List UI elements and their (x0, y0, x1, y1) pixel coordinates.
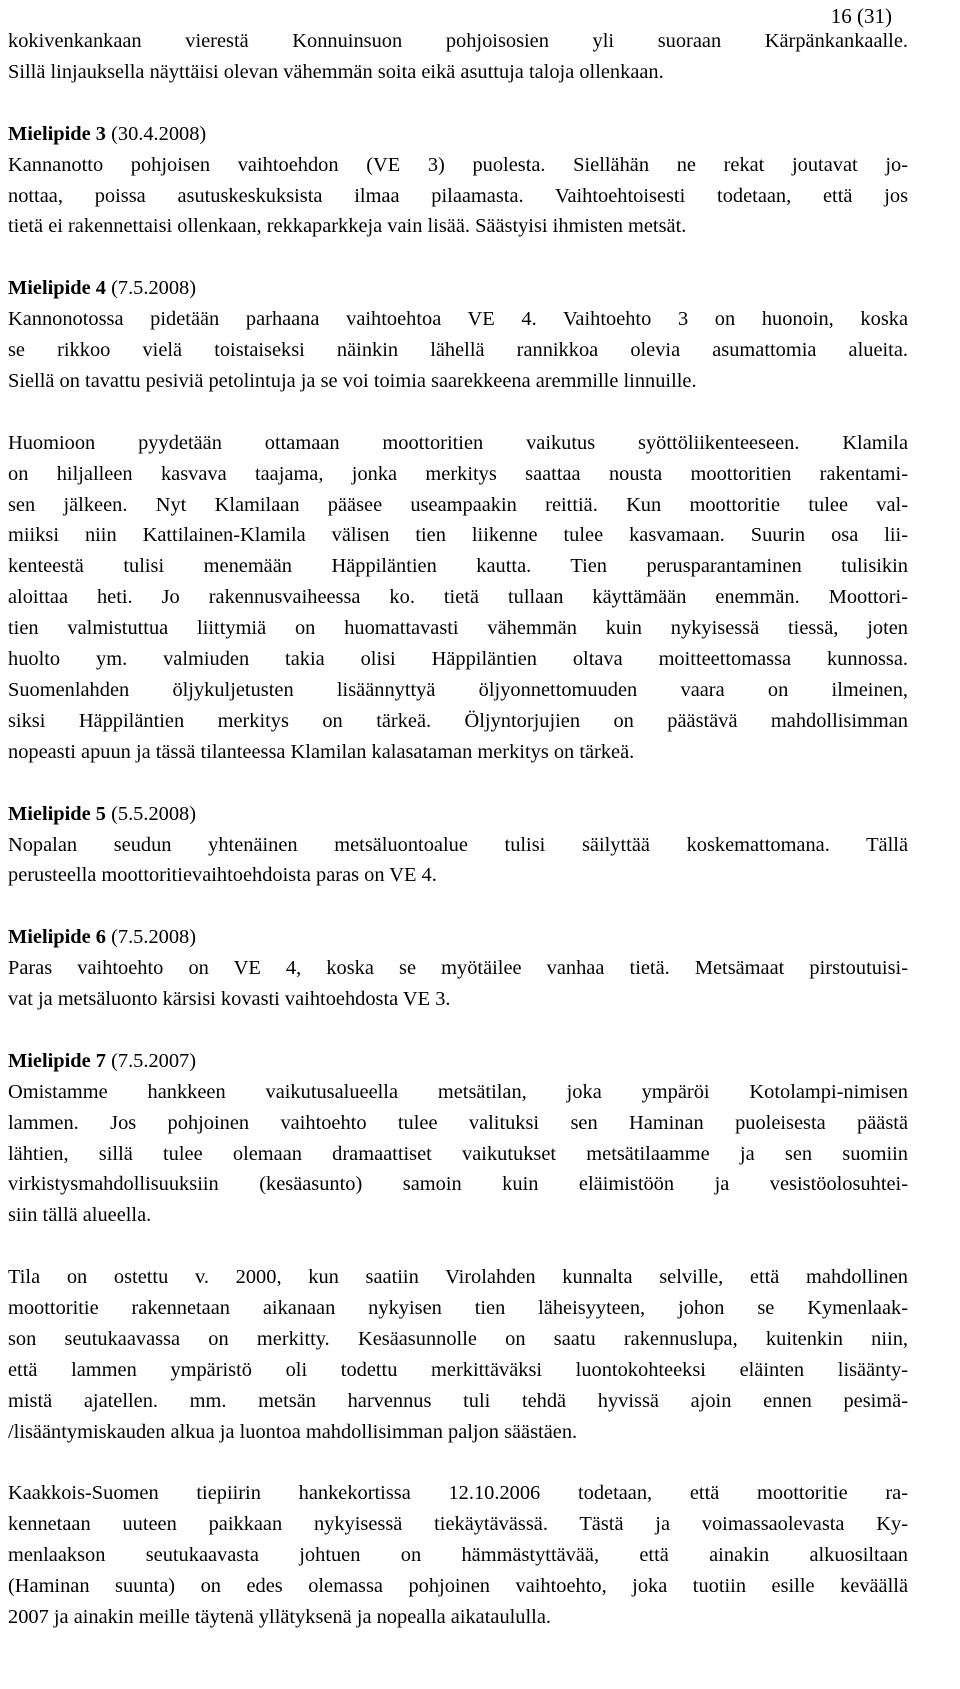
heading-label: Mielipide 7 (8, 1049, 106, 1072)
text-line: huolto ym. valmiuden takia olisi Häppiläntien oltava moitteettomassa kunnossa. (8, 648, 908, 671)
text-line: /lisääntymiskauden alkua ja luontoa mahdollisimman paljon säästäen. (8, 1420, 578, 1443)
text-line: miiksi niin Kattilainen-Klamila välisen tien liikenne tulee kasvamaan. Suurin osa lii- (8, 524, 908, 547)
paragraph (8, 150, 908, 243)
text-line: virkistysmahdollisuuksiin (kesäasunto) samoin kuin eläimistöön ja vesistöolosuhtei- (8, 1173, 908, 1196)
text-line: vat ja metsäluonto kärsisi kovasti vaihtoehdosta VE 3. (8, 988, 451, 1011)
text-line: kokivenkankaan vierestä Konnuinsuon pohjoisosien yli suoraan Kärpänkankaalle. (8, 30, 908, 52)
paragraph-gap (8, 88, 908, 119)
text-line: siin tällä alueella. (8, 1204, 152, 1227)
text-line: lähtien, sillä tulee olemaan dramaattiset vaikutukset metsätilaamme ja sen suomiin (8, 1142, 908, 1165)
text-line: tietä ei rakennettaisi ollenkaan, rekkaparkkeja vain lisää. Säästyisi ihmisten metsät. (8, 215, 687, 238)
text-line: kennetaan uuteen paikkaan nykyisessä tiekäytävässä. Tästä ja voimassaolevasta Ky- (8, 1513, 908, 1536)
text-line: (Haminan suunta) on edes olemassa pohjoinen vaihtoehto, joka tuotiin esille keväällä (8, 1575, 908, 1598)
text-line: Paras vaihtoehto on VE 4, koska se myötäilee vanhaa tietä. Metsämaat pirstoutuisi- (8, 957, 908, 980)
paragraph-gap (8, 1448, 908, 1479)
text-line: moottoritie rakennetaan aikanaan nykyisen tien läheisyyteen, johon se Kymenlaak- (8, 1297, 908, 1320)
text-line: siksi Häppiläntien merkitys on tärkeä. Öljyntorjujien on päästävä mahdollisimman (8, 709, 908, 732)
text-line: 2007 ja ainakin meille täytenä yllätyksenä ja nopealla aikataululla. (8, 1606, 551, 1629)
text-line: Huomioon pyydetään ottamaan moottoritien vaikutus syöttöliikenteeseen. Klamila (8, 431, 908, 454)
document-body (8, 26, 908, 1633)
text-line: menlaakson seutukaavasta johtuen on hämmästyttävää, että ainakin alkuosiltaan (8, 1544, 908, 1567)
section-heading (8, 119, 908, 150)
text-line: mistä ajatellen. mm. metsän harvennus tuli tehdä hyvissä ajoin ennen pesimä- (8, 1389, 908, 1412)
paragraph (8, 304, 908, 397)
paragraph-gap (8, 1015, 908, 1046)
text-line: Suomenlahden öljykuljetusten lisäännyttyä öljyonnettomuuden vaara on ilmeinen, (8, 678, 908, 701)
heading-date: (5.5.2008) (105, 802, 197, 825)
paragraph (8, 1077, 908, 1232)
text-line: sen jälkeen. Nyt Klamilaan pääsee useampaakin reittiä. Kun moottoritie tulee val- (8, 493, 908, 516)
text-line: on hiljalleen kasvava taajama, jonka merkitys saattaa nousta moottoritien rakentami- (8, 462, 908, 485)
text-line: aloittaa heti. Jo rakennusvaiheessa ko. tietä tullaan käyttämään enemmän. Moottori- (8, 586, 908, 609)
text-line: se rikkoo vielä toistaiseksi näinkin lähellä rannikkoa olevia asumattomia alueita. (8, 339, 908, 362)
paragraph-gap (8, 397, 908, 428)
heading-label: Mielipide 3 (8, 122, 106, 145)
text-line: Kaakkois-Suomen tiepiirin hankekortissa 12.10.2006 todetaan, että moottoritie ra- (8, 1482, 908, 1505)
text-line: Kannanotto pohjoisen vaihtoehdon (VE 3) puolesta. Siellähän ne rekat joutavat jo- (8, 153, 908, 176)
text-line: Tila on ostettu v. 2000, kun saatiin Virolahden kunnalta selville, että mahdollinen (8, 1266, 908, 1289)
text-line: Sillä linjauksella näyttäisi olevan vähemmän soita eikä asuttuja taloja ollenkaan. (8, 60, 664, 83)
text-line: son seutukaavassa on merkitty. Kesäasunnolle on saatu rakennuslupa, kuitenkin niin, (8, 1327, 908, 1350)
paragraph-gap (8, 242, 908, 273)
paragraph (8, 953, 908, 1015)
heading-date: (7.5.2008) (105, 926, 197, 949)
text-line: Nopalan seudun yhtenäinen metsäluontoalue tulisi säilyttää koskemattomana. Tällä (8, 833, 908, 856)
paragraph (8, 1262, 908, 1447)
heading-label: Mielipide 4 (8, 277, 106, 300)
text-line: nopeasti apuun ja tässä tilanteessa Klamilan kalasataman merkitys on tärkeä. (8, 740, 635, 763)
text-line: Siellä on tavattu pesiviä petolintuja ja se voi toimia saarekkeena aremmille linnuille. (8, 369, 697, 392)
heading-date: (30.4.2008) (105, 122, 207, 145)
heading-date: (7.5.2008) (105, 277, 197, 300)
paragraph (8, 830, 908, 892)
paragraph (8, 1478, 908, 1633)
text-line: nottaa, poissa asutuskeskuksista ilmaa pilaamasta. Vaihtoehtoisesti todetaan, että jos (8, 184, 908, 207)
page-number: 16 (31) (830, 4, 892, 28)
section-heading (8, 799, 908, 830)
paragraph-gap (8, 891, 908, 922)
section-heading (8, 273, 908, 304)
text-line: tien valmistuttua liittymiä on huomattavasti vähemmän kuin nykyisessä tiessä, joten (8, 617, 908, 640)
section-heading (8, 922, 908, 953)
text-line: lammen. Jos pohjoinen vaihtoehto tulee valituksi sen Haminan puoleisesta päästä (8, 1111, 908, 1134)
text-line: Omistamme hankkeen vaikutusalueella metsätilan, joka ympäröi Kotolampi-nimisen (8, 1080, 908, 1103)
text-line: kenteestä tulisi menemään Häppiläntien kautta. Tien perusparantaminen tulisikin (8, 555, 908, 578)
paragraph-gap (8, 768, 908, 799)
text-line: että lammen ympäristö oli todettu merkittäväksi luontokohteeksi eläinten lisäänty- (8, 1358, 908, 1381)
paragraph (8, 26, 908, 88)
heading-date: (7.5.2007) (105, 1049, 197, 1072)
text-line: Kannonotossa pidetään parhaana vaihtoehtoa VE 4. Vaihtoehto 3 on huonoin, koska (8, 308, 908, 331)
section-heading (8, 1046, 908, 1077)
text-line: perusteella moottoritievaihtoehdoista paras on VE 4. (8, 864, 437, 887)
paragraph-gap (8, 1231, 908, 1262)
heading-label: Mielipide 6 (8, 926, 106, 949)
heading-label: Mielipide 5 (8, 802, 106, 825)
paragraph (8, 428, 908, 768)
